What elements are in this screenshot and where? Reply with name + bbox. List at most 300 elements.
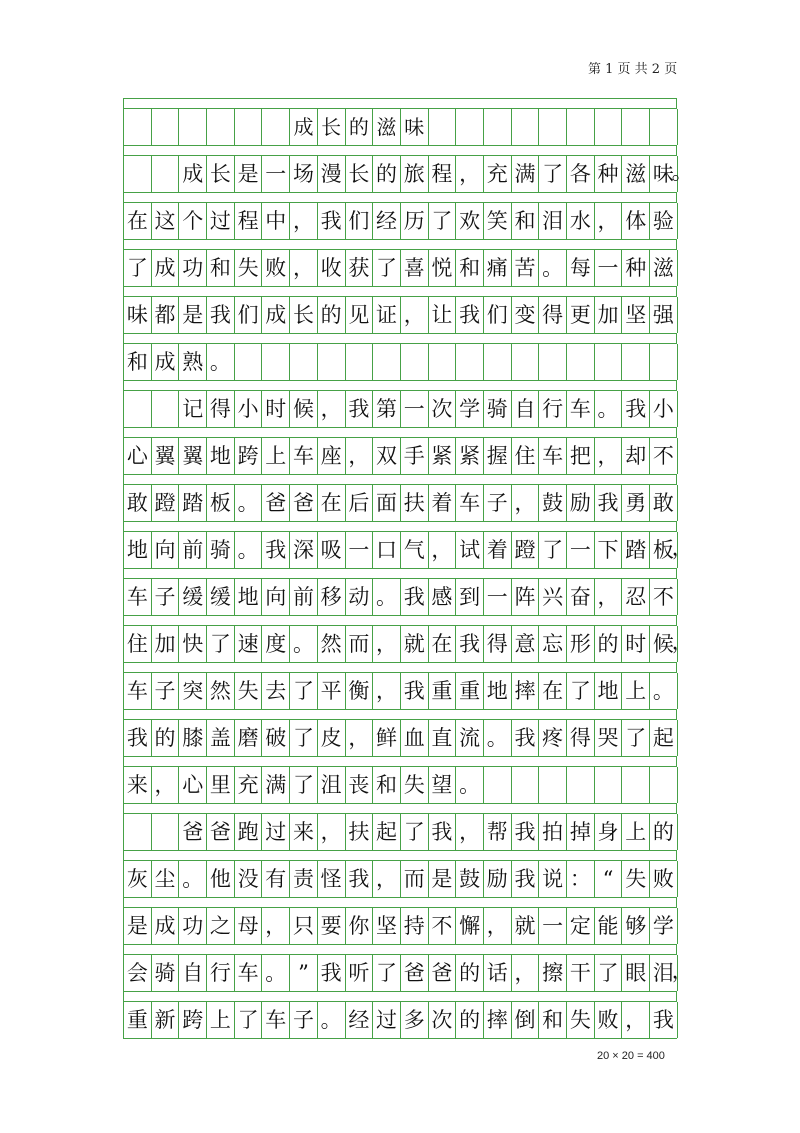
grid-cell: 向 [152,532,180,568]
grid-cell: 在 [429,626,457,662]
grid-cell: ， [456,156,484,192]
grid-cell: 我 [456,297,484,333]
row-separator [123,991,677,1001]
grid-cell: 后 [346,485,374,521]
grid-cell: 悦 [429,250,457,286]
grid-cell: ， [373,861,401,897]
grid-cell: 功 [179,908,207,944]
grid-cell: 得 [539,297,567,333]
grid-cell: 跑 [235,814,263,850]
grid-cell [373,344,401,380]
grid-cell: 我 [512,861,540,897]
grid-cell: 地 [124,532,152,568]
grid-cell: 责 [290,861,318,897]
grid-cell: 败 [262,250,290,286]
grid-cell: 过 [262,814,290,850]
grid-cell [484,109,512,145]
grid-cell [429,109,457,145]
grid-cell: 板 ， [650,532,678,568]
row-separator [123,333,677,343]
grid-cell: 味 。 [650,156,678,192]
grid-cell: 鲜 [373,720,401,756]
essay-title-row [123,108,677,145]
grid-cell: ， [373,673,401,709]
grid-cell: ， [512,955,540,991]
grid-cell: 充 [484,156,512,192]
grid-cell: 疼 [539,720,567,756]
grid-cell [456,344,484,380]
grid-cell: 紧 [456,438,484,474]
grid-cell: 让 [429,297,457,333]
essay-text-row [123,202,677,239]
essay-text-row [123,907,677,944]
grid-cell: 一 [346,532,374,568]
grid-cell: 是 [235,156,263,192]
grid-cell: 蹬 [512,532,540,568]
grid-cell: 泪 ， [650,955,678,991]
grid-cell: 车 [456,485,484,521]
grid-cell: 膝 [179,720,207,756]
grid-cell: 子 [152,673,180,709]
grid-cell: ， [484,908,512,944]
grid-cell: 鼓 [456,861,484,897]
grid-cell: ， [401,297,429,333]
grid-cell: 体 [622,203,650,239]
grid-cell: ， [595,203,623,239]
grid-cell: 充 [235,767,263,803]
grid-cell: 干 [567,955,595,991]
grid-cell: 板 [207,485,235,521]
grid-cell: 掉 [567,814,595,850]
grid-cell: 败 [595,1002,623,1038]
grid-cell: 我 [650,1002,678,1038]
grid-cell: 骑 [152,955,180,991]
grid-cell [262,344,290,380]
grid-cell [512,344,540,380]
grid-cell: 见 [346,297,374,333]
grid-cell: 更 [567,297,595,333]
grid-cell: 我 [262,532,290,568]
grid-cell: 车 [235,955,263,991]
grid-cell [124,814,152,850]
grid-cell: 了 [595,955,623,991]
grid-cell [539,767,567,803]
grid-cell: 车 [124,673,152,709]
grid-cell [567,109,595,145]
grid-cell: 熟 [179,344,207,380]
essay-text-row [123,766,677,803]
grid-cell: 上 [622,814,650,850]
grid-cell: 时 [262,391,290,427]
essay-text-row [123,531,693,568]
grid-cell: 扶 [346,814,374,850]
grid-cell: 磨 [235,720,263,756]
grid-cell: 敢 [650,485,678,521]
grid-cell: 蹬 [152,485,180,521]
grid-cell: 味 [401,109,429,145]
grid-cell: 爸 [401,955,429,991]
grid-cell [539,344,567,380]
row-separator [123,756,677,766]
grid-cell: 失 [235,673,263,709]
grid-cell: 没 [235,861,263,897]
grid-cell: 眼 [622,955,650,991]
grid-cell: 。 [595,391,623,427]
grid-cell: 度 [262,626,290,662]
grid-cell: 移 [318,579,346,615]
grid-cell: 我 [124,720,152,756]
essay-text-row [123,1001,677,1039]
grid-cell: 敢 [124,485,152,521]
grid-cell: 过 [373,1002,401,1038]
grid-cell: 候 [290,391,318,427]
row-separator [123,615,677,625]
grid-cell: 各 [567,156,595,192]
grid-cell: 了 [567,673,595,709]
grid-cell: 的 [318,297,346,333]
grid-cell: 种 [622,250,650,286]
grid-cell: 前 [179,532,207,568]
grid-cell: 里 [207,767,235,803]
grid-cell: 是 [429,861,457,897]
grid-cell: 手 [401,438,429,474]
grid-cell: 满 [262,767,290,803]
grid-cell: 住 [512,438,540,474]
grid-cell: 励 [484,861,512,897]
grid-cell: ， [290,203,318,239]
grid-cell: 然 [207,673,235,709]
grid-cell: 了 [290,767,318,803]
grid-cell: 沮 [318,767,346,803]
grid-cell: 就 [512,908,540,944]
grid-cell: 学 [456,391,484,427]
grid-cell: 滋 [650,250,678,286]
overflow-punctuation: ， [671,630,693,654]
grid-cell: 是 [124,908,152,944]
grid-cell: 了 [373,250,401,286]
grid-cell: 忍 [622,579,650,615]
grid-cell: 话 [484,955,512,991]
grid-cell: 水 [567,203,595,239]
grid-cell: 直 [429,720,457,756]
grid-cell: 一 [401,391,429,427]
grid-cell: 收 [318,250,346,286]
grid-cell: 望 [429,767,457,803]
grid-cell: ， [456,814,484,850]
grid-cell: 场 [290,156,318,192]
grid-cell: 失 [567,1002,595,1038]
grid-cell: 。 [290,626,318,662]
grid-cell: 了 [539,532,567,568]
grid-cell: 了 [373,955,401,991]
grid-cell: 。 [262,955,290,991]
grid-cell [207,109,235,145]
grid-cell: 去 [262,673,290,709]
grid-cell: 双 [373,438,401,474]
grid-cell: 们 [346,203,374,239]
grid-cell: 不 [650,438,678,474]
grid-cell: ， [290,250,318,286]
grid-size-label: 20 × 20 = 400 [597,1050,665,1062]
grid-cell: ， [595,579,623,615]
grid-cell: ， [595,438,623,474]
grid-cell: 过 [207,203,235,239]
grid-cell: 爸 [290,485,318,521]
grid-cell: 深 [290,532,318,568]
grid-cell: 了 [622,720,650,756]
grid-cell [152,814,180,850]
grid-cell: 加 [152,626,180,662]
grid-cell: 我 [429,814,457,850]
grid-cell: 地 [484,673,512,709]
grid-cell: 历 [401,203,429,239]
grid-cell: 坚 [622,297,650,333]
grid-cell: 意 [512,626,540,662]
grid-cell: 证 [373,297,401,333]
grid-cell: 爸 [262,485,290,521]
grid-cell: 重 [429,673,457,709]
grid-cell: 我 [622,391,650,427]
grid-cell: 缓 [207,579,235,615]
grid-cell: 次 [429,391,457,427]
grid-cell: 翼 [152,438,180,474]
grid-cell: 爸 [207,814,235,850]
grid-cell: 长 [318,109,346,145]
grid-cell: 和 [207,250,235,286]
grid-cell: 有 [262,861,290,897]
grid-cell: 子 [152,579,180,615]
grid-cell: 流 [456,720,484,756]
grid-cell [179,109,207,145]
grid-cell: 把 [567,438,595,474]
grid-cell: 皮 [318,720,346,756]
grid-cell: 重 [124,1002,152,1038]
grid-cell: 的 [595,626,623,662]
grid-cell: 的 [373,156,401,192]
grid-cell: 失 [401,767,429,803]
grid-cell: 成 [262,297,290,333]
grid-cell: 鼓 [539,485,567,521]
grid-cell [124,156,152,192]
grid-cell: 爸 [179,814,207,850]
grid-cell: 要 [318,908,346,944]
grid-cell: 我 [346,391,374,427]
row-separator [123,850,677,860]
grid-cell [484,767,512,803]
essay-text-row [123,343,677,380]
overflow-punctuation: ， [671,959,693,983]
grid-cell: 跨 [235,438,263,474]
grid-cell: 励 [567,485,595,521]
grid-cell: 感 [429,579,457,615]
grid-cell: 车 [290,438,318,474]
grid-cell: 每 [567,250,595,286]
grid-cell: 了 [235,1002,263,1038]
grid-cell: 。 [179,861,207,897]
grid-cell: 母 [235,908,263,944]
grid-cell: 血 [401,720,429,756]
essay-text-row [123,719,677,756]
grid-cell: 兴 [539,579,567,615]
grid-cell: 地 [207,438,235,474]
grid-cell: 地 [595,673,623,709]
grid-cell: 行 [207,955,235,991]
grid-cell [595,767,623,803]
grid-cell: 在 [539,673,567,709]
grid-cell: 而 [401,861,429,897]
grid-cell: 到 [456,579,484,615]
grid-cell: ， [152,767,180,803]
grid-cell: 们 [484,297,512,333]
grid-cell: ， [318,391,346,427]
grid-cell: 时 [622,626,650,662]
grid-cell: 。 [235,485,263,521]
essay-text-row [123,954,693,991]
grid-cell [650,344,678,380]
grid-cell: 口 [373,532,401,568]
grid-cell [262,109,290,145]
grid-cell: 擦 [539,955,567,991]
grid-cell: 成 [179,156,207,192]
grid-cell: 欢 [456,203,484,239]
grid-cell: 学 [650,908,678,944]
grid-cell: 形 [567,626,595,662]
grid-cell: 衡 [346,673,374,709]
grid-cell [152,156,180,192]
grid-cell: 的 [346,109,374,145]
grid-cell: 都 [152,297,180,333]
grid-cell [318,344,346,380]
grid-cell [152,109,180,145]
grid-cell: 车 [124,579,152,615]
grid-cell: 多 [401,1002,429,1038]
grid-cell: 来 [290,814,318,850]
grid-cell: 们 [235,297,263,333]
grid-cell: 忘 [539,626,567,662]
grid-cell: 长 [290,297,318,333]
grid-cell: 了 [290,673,318,709]
grid-cell [346,344,374,380]
grid-cell: 的 [152,720,180,756]
grid-cell [595,344,623,380]
grid-cell: 经 [373,203,401,239]
grid-cell: 。 [650,673,678,709]
grid-cell: 勇 [622,485,650,521]
grid-cell: 和 [373,767,401,803]
grid-cell: 动 [346,579,374,615]
grid-cell [567,344,595,380]
grid-cell: 就 [401,626,429,662]
row-separator [123,98,677,108]
overflow-punctuation: 。 [671,160,693,184]
grid-cell: 。 [484,720,512,756]
grid-cell: 滋 [373,109,401,145]
grid-cell [429,344,457,380]
grid-cell: 来 [124,767,152,803]
grid-cell: 成 [290,109,318,145]
grid-cell: 在 [124,203,152,239]
grid-cell: 而 [346,626,374,662]
grid-cell: 获 [346,250,374,286]
grid-cell: 自 [179,955,207,991]
grid-cell: 失 [235,250,263,286]
grid-cell: 定 [567,908,595,944]
grid-cell: ， [262,908,290,944]
grid-cell: 我 [512,814,540,850]
row-separator [123,803,677,813]
grid-cell: 气 [401,532,429,568]
grid-cell: 。 [207,344,235,380]
essay-text-row [123,484,677,521]
grid-cell: 的 [650,814,678,850]
grid-cell: 子 [484,485,512,521]
grid-cell: 尘 [152,861,180,897]
grid-cell: 。 [318,1002,346,1038]
grid-cell: 车 [539,438,567,474]
grid-cell: ， [346,720,374,756]
row-separator [123,145,677,155]
grid-cell: 。 [373,579,401,615]
grid-cell: 身 [595,814,623,850]
grid-cell: 我 [401,579,429,615]
grid-cell: 突 [179,673,207,709]
grid-cell [290,344,318,380]
grid-cell: 成 [152,344,180,380]
grid-cell: 怪 [318,861,346,897]
grid-cell: 。 [539,250,567,286]
grid-cell: 试 [456,532,484,568]
grid-cell: 摔 [484,1002,512,1038]
grid-cell: 满 [512,156,540,192]
grid-cell: 种 [595,156,623,192]
grid-cell: 行 [539,391,567,427]
grid-cell [622,767,650,803]
grid-cell: 是 [179,297,207,333]
manuscript-grid [123,98,693,1039]
grid-cell: 和 [124,344,152,380]
grid-cell: 苦 [512,250,540,286]
grid-cell: 我 [512,720,540,756]
grid-cell: 第 [373,391,401,427]
grid-cell: 功 [179,250,207,286]
grid-cell: 我 [207,297,235,333]
grid-cell: 上 [262,438,290,474]
grid-cell: 骑 [207,532,235,568]
essay-text-row [123,672,677,709]
grid-cell: 中 [262,203,290,239]
grid-cell: 跨 [179,1002,207,1038]
grid-cell: 心 [124,438,152,474]
grid-cell [484,344,512,380]
grid-cell: 和 [539,1002,567,1038]
grid-cell: 持 [401,908,429,944]
grid-cell: 漫 [318,156,346,192]
grid-cell: 上 [622,673,650,709]
grid-cell: 一 [539,908,567,944]
grid-cell: ， [512,485,540,521]
grid-cell: 我 [346,861,374,897]
grid-cell: 长 [207,156,235,192]
essay-text-row [123,249,677,286]
grid-cell: 心 [179,767,207,803]
grid-cell: 不 [429,908,457,944]
grid-cell: 成 [152,250,180,286]
grid-cell: 一 [484,579,512,615]
grid-cell: 记 [179,391,207,427]
grid-cell: 味 [124,297,152,333]
essay-text-row [123,578,677,615]
grid-cell: 小 [650,391,678,427]
